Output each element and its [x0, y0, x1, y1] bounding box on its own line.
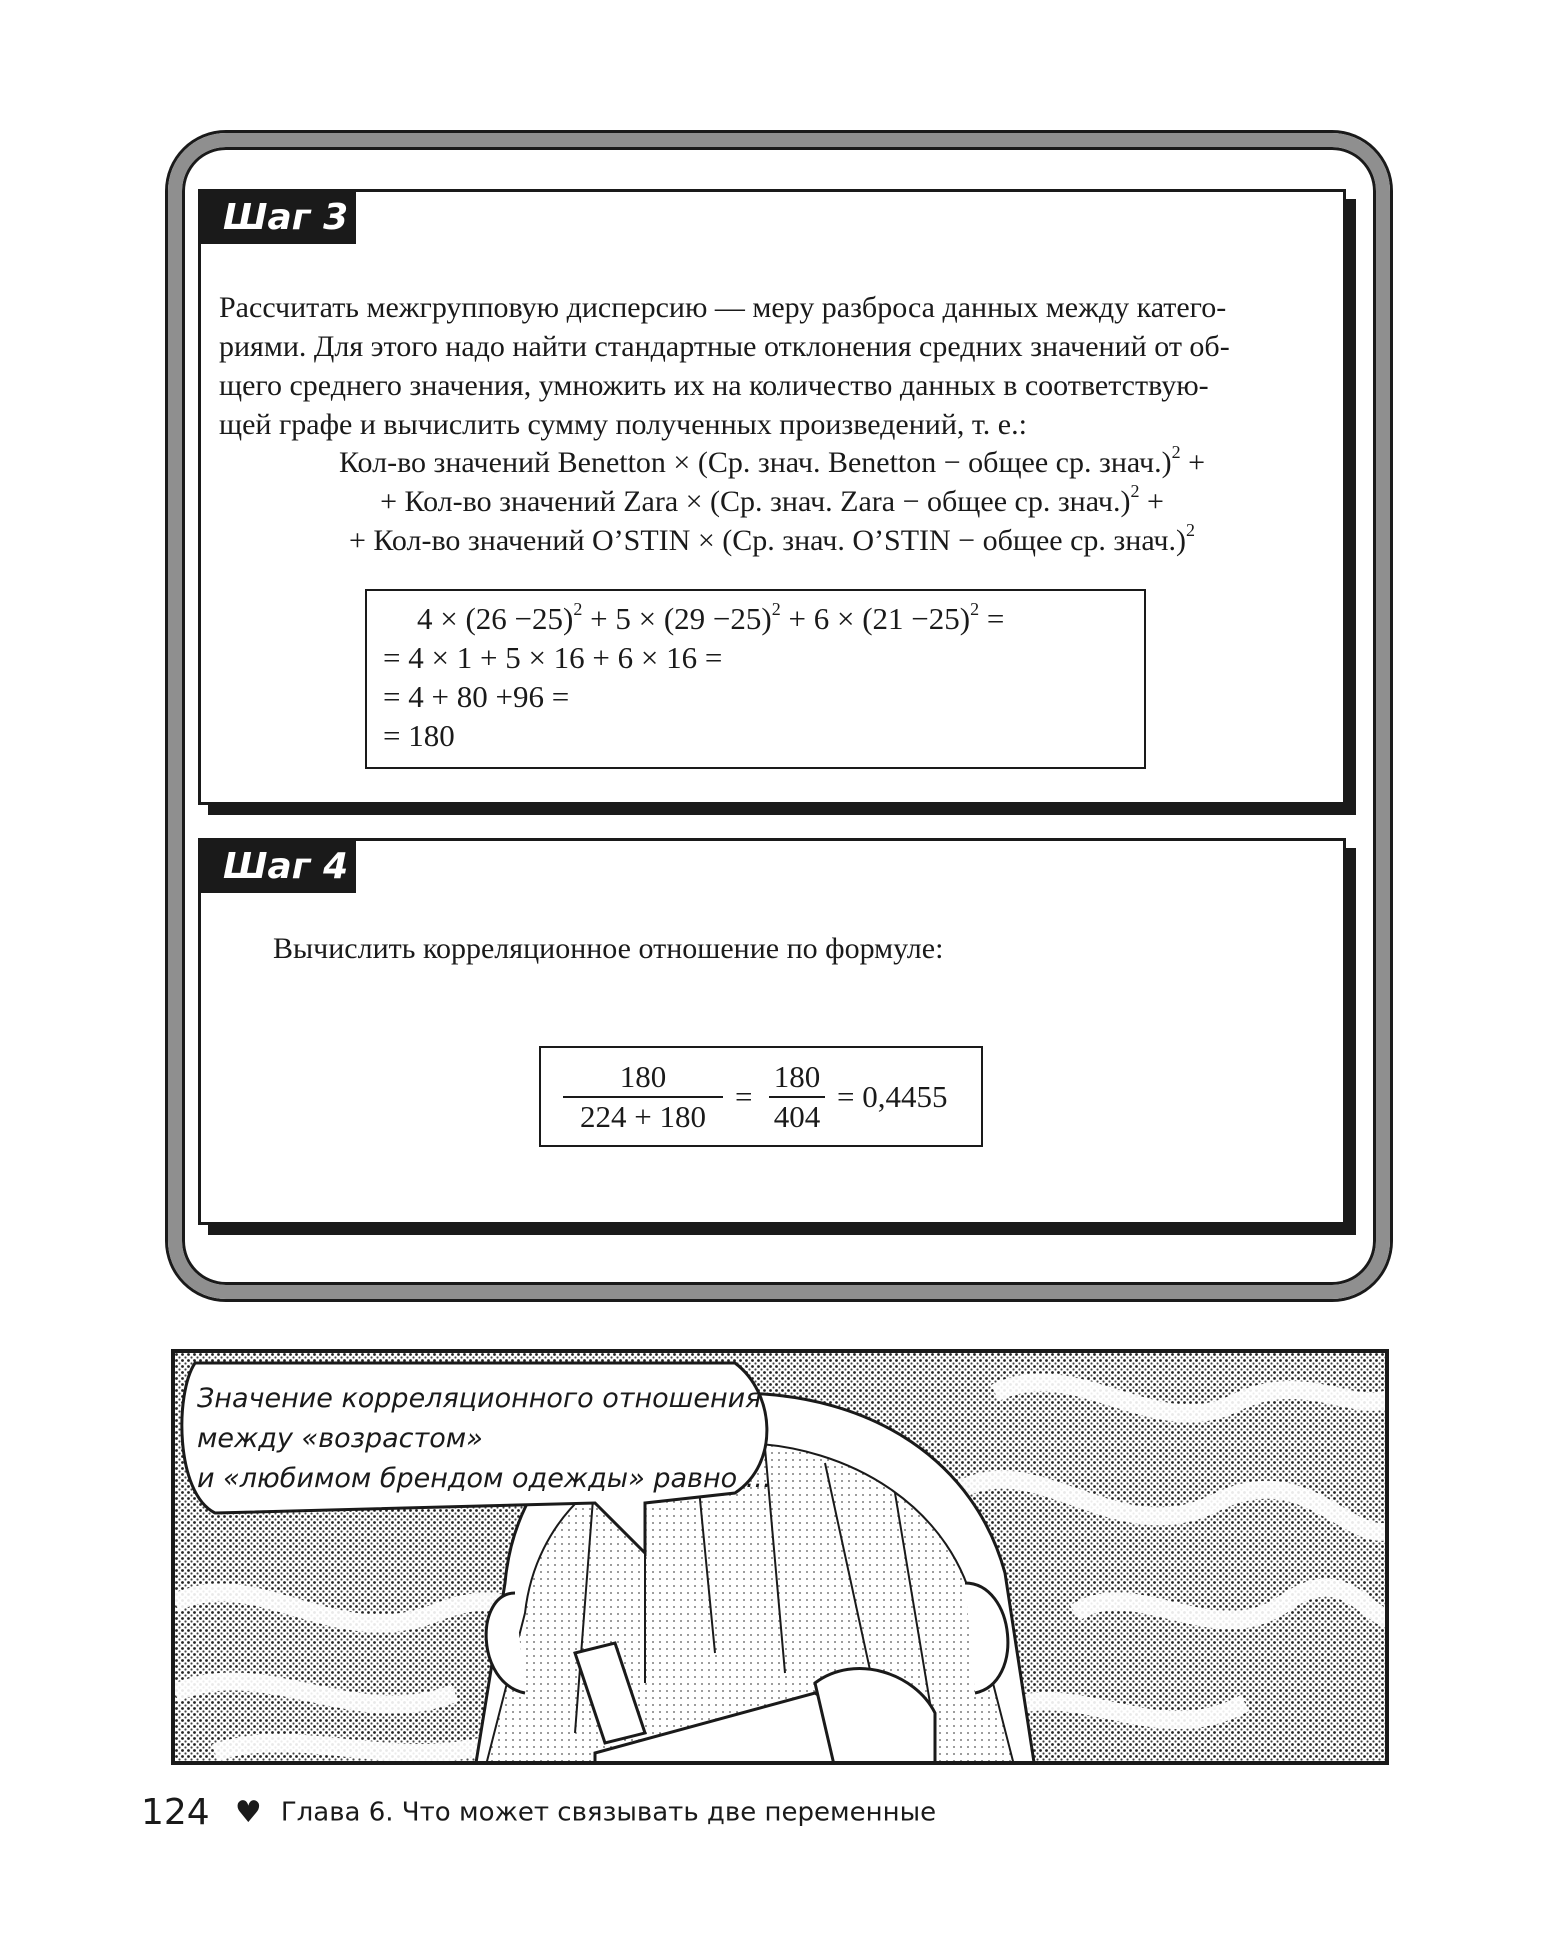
page-footer — [141, 1792, 936, 1842]
fraction-numerator: 180 — [563, 1058, 723, 1098]
fraction-numerator: 180 — [769, 1058, 825, 1098]
formula-line: + Кол-во значений Zara × (Ср. знач. Zara − общее ср. знач.)$^2$ + — [380, 481, 1164, 518]
step-4-instruction: Вычислить корреляционное отношение по формуле: — [273, 932, 944, 965]
paragraph-line: Рассчитать межгрупповую дисперсию — меру разброса данных между катего- — [219, 291, 1227, 324]
fraction-denominator: 404 — [773, 1099, 821, 1134]
step-4-box — [198, 838, 1346, 1225]
calc-line: $4 \times (26 -25)^2 + 5 \times (29 -25)^2 + 6 \times (21 -25)^2$ = — [417, 599, 1005, 636]
bubble-text — [197, 1379, 771, 1499]
formula-line: Кол-во значений Benetton × (Ср. знач. Benetton − общее ср. знач.)$^2$ + — [338, 442, 1206, 479]
paragraph-line: риями. Для этого надо найти стандартные отклонения средних значений от об- — [219, 330, 1230, 363]
fraction-1 — [563, 1058, 723, 1136]
fraction-denominator: 224 + 180 — [580, 1099, 706, 1134]
paragraph-line: щей графе и вычислить сумму полученных произведений, т. е.: — [219, 408, 1027, 441]
chapter-title: Глава 6. Что может связывать две переменные — [280, 1797, 937, 1828]
step-3-box — [198, 189, 1346, 805]
equals-sign: = — [735, 1079, 753, 1114]
page-number: 124 — [141, 1792, 210, 1833]
step-3-formula — [201, 443, 1343, 560]
ratio-formula-box — [539, 1046, 983, 1147]
heart-icon: ♥ — [234, 1795, 262, 1830]
calc-line: = 4 × 1 + 5 × 16 + 6 × 16 = — [383, 640, 723, 675]
formula-line: + Кол-во значений O’STIN × (Ср. знач. O’STIN − общее ср. знач.)$^2$ — [348, 520, 1196, 557]
paragraph-line: щего среднего значения, умножить их на количество данных в соответствую- — [219, 369, 1209, 402]
bubble-line: Значение корреляционного отношения — [197, 1383, 762, 1414]
fraction-2 — [769, 1058, 825, 1136]
step-4-tag: Шаг 4 — [201, 841, 356, 893]
result-value: = 0,4455 — [837, 1079, 948, 1114]
calc-line: = 180 — [383, 718, 455, 753]
bubble-line: и «любимом брендом одежды» равно ... — [197, 1463, 772, 1494]
bubble-line: между «возрастом» — [197, 1423, 483, 1454]
calc-line: = 4 + 80 +96 = — [383, 679, 570, 714]
step-3-tag: Шаг 3 — [201, 192, 356, 244]
calculation-box — [365, 589, 1146, 769]
step-3-paragraph — [219, 288, 1327, 444]
comic-panel — [171, 1349, 1389, 1765]
